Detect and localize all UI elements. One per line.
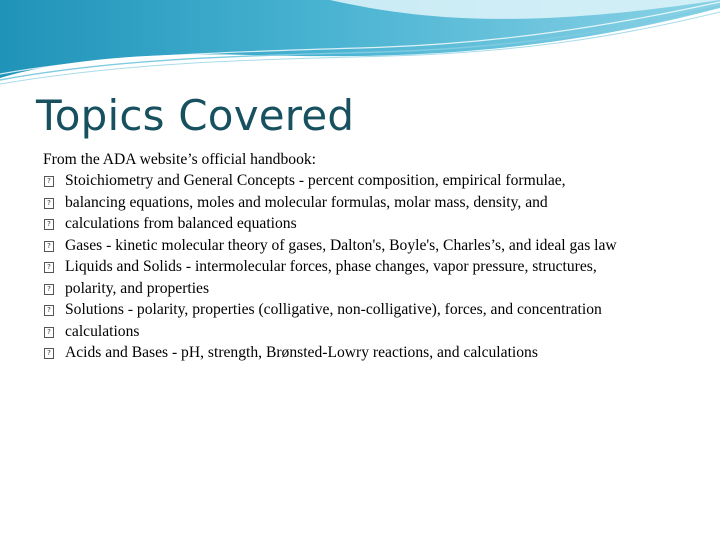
list-item [43, 194, 693, 212]
topic-list [43, 172, 693, 362]
bullet-box-icon: ? [44, 198, 54, 209]
list-item-text: polarity, and properties [65, 279, 210, 297]
list-item [43, 258, 693, 276]
bullet-box-icon: ? [44, 284, 54, 295]
list-item-text: Acids and Bases - pH, strength, Brønsted-Lowry reactions, and calculations [65, 344, 538, 361]
list-item [43, 215, 693, 233]
bullet-box-icon: ? [44, 262, 54, 273]
list-item-text: Solutions - polarity, properties (colligative, non-colligative), forces, and concentration [65, 301, 602, 318]
list-item [43, 172, 693, 190]
bullet-box-icon: ? [44, 241, 54, 252]
list-item [43, 301, 693, 319]
list-item-text: Gases - kinetic molecular theory of gases, Dalton's, Boyle's, Charles’s, and ideal gas law [65, 236, 617, 254]
bullet-box-icon: ? [44, 327, 54, 338]
bullet-box-icon: ? [44, 348, 54, 359]
slide-title: Topics Covered [36, 91, 355, 140]
list-item-text: calculations from balanced equations [65, 215, 297, 232]
list-item-text: Stoichiometry and General Concepts - percent composition, empirical formulae, [65, 172, 566, 189]
bullet-box-icon: ? [44, 219, 54, 230]
list-item [43, 237, 693, 255]
list-item-text: Liquids and Solids - intermolecular forces, phase changes, vapor pressure, structures, [65, 258, 597, 275]
bullet-box-icon: ? [44, 305, 54, 316]
slide-content [43, 151, 693, 366]
list-item-text: calculations [65, 322, 140, 340]
list-item [43, 344, 693, 362]
bullet-box-icon: ? [44, 176, 54, 187]
list-item [43, 323, 693, 341]
header-wave-decoration [0, 0, 720, 90]
list-item [43, 280, 693, 298]
list-item-text: balancing equations, moles and molecular formulas, molar mass, density, and [65, 193, 548, 211]
intro-text: From the ADA website’s official handbook: [43, 151, 317, 168]
